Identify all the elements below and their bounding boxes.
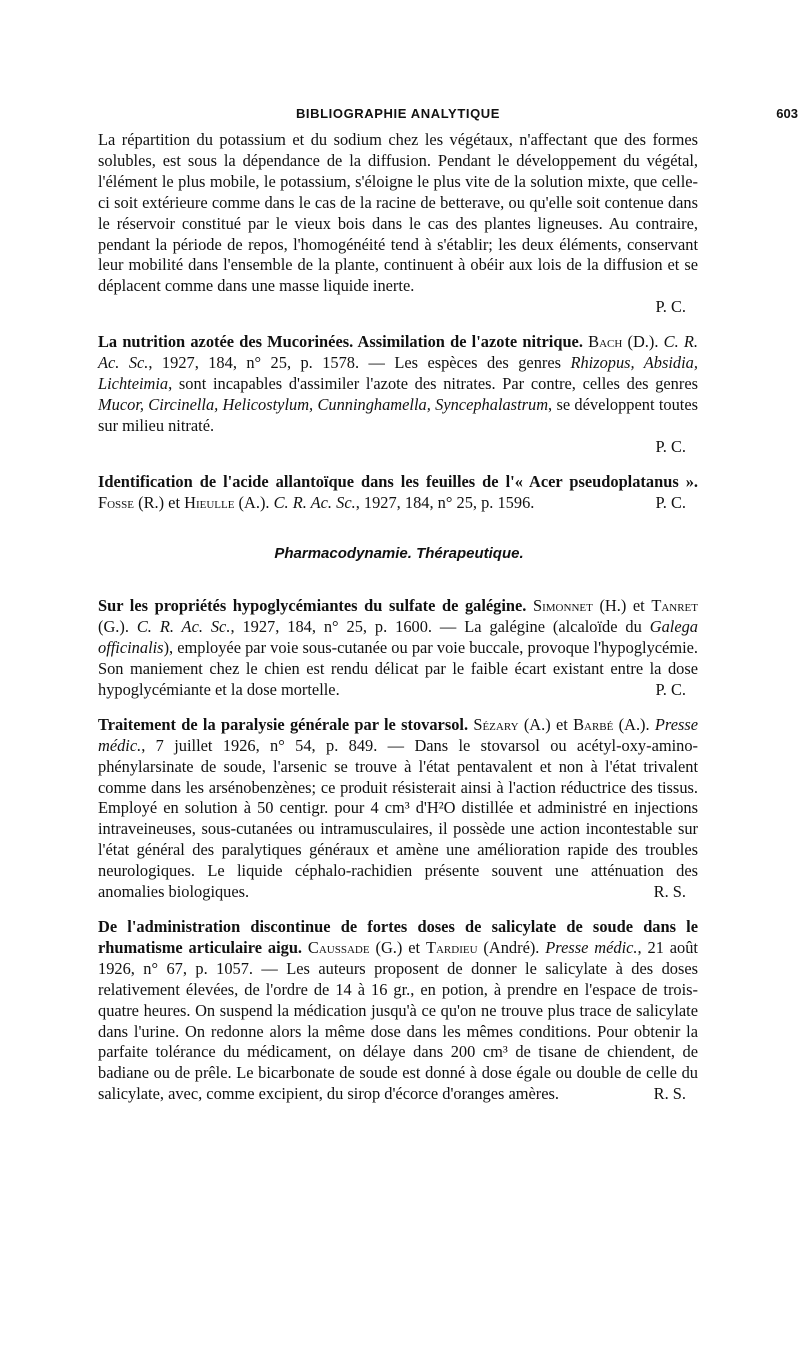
abstract-text: , sont incapables d'assimiler l'azote des nitrates. Par contre, celles des genres [168, 373, 698, 393]
author-name: Simonnet [533, 596, 593, 616]
article-signature: R. S. [653, 882, 686, 902]
citation: , 1927, 184, n° 25, p. 1596. [355, 492, 535, 512]
running-title: BIBLIOGRAPHIE ANALYTIQUE [295, 106, 501, 121]
abstract-text: Dans le stovarsol ou acétyl-oxy-amino-phénylarsinate de soude, l'arsenic se trouve à l'état pentavalent et non à l'état trivalent comme dans les arsénobenzènes; ce produit résisterait ainsi à l'action réductrice des tissus. Employé en solution à 50 centigr. pour 4 cm³ d'H²O distillée et administré en injections intraveineuses, sous-cutanées ou intramusculaires, il possède une action incontestable sur l'état général des paralytiques généraux et amène une amélioration rapide des troubles neurologiques. Le liquide céphalo-rachidien présente souvent une atténuation des anomalies biologiques. [98, 735, 698, 902]
author-initial: (A.). [618, 714, 650, 734]
journal-name: Presse médic. [98, 714, 698, 755]
author-name: Caussade [307, 937, 370, 957]
author-initial: (André). [483, 937, 540, 957]
article-body [98, 332, 698, 437]
article-stovarsol [98, 715, 698, 903]
article-title: De l'administration discontinue de fortes doses de salicylate de soude dans le rhumatisme articulaire aigu. [98, 917, 698, 957]
abstract-text: ), employée par voie sous-cutanée ou par voie buccale, provoque l'hypoglycémie. Son maniement chez le chien est rendu délicat par le faible écart existant entre la dose hypoglycémiante et la dose mortelle. [98, 638, 698, 699]
connector: et [550, 714, 574, 734]
text-column [98, 130, 698, 1105]
author-name: Fosse [98, 492, 135, 512]
author-name: Bach [588, 332, 623, 352]
genus-names: Mucor, Circinella, Helicostylum, Cunninghamella, Syncephalastrum [98, 394, 549, 414]
article-continuation [98, 130, 698, 318]
connector: et [626, 596, 652, 616]
article-galegine [98, 596, 698, 701]
article-acide-allantoique [98, 472, 698, 514]
article-body: La répartition du potassium et du sodium chez les végétaux, n'affectant que des formes solubles, est sous la dépendance de la diffusion. Pendant le développement du végétal, l'élément le plus mobile, le potassium, s'éloigne le plus vite de la solution mixte, que celle-ci soit extérieure comme dans le cas de la racine de betterave, ou qu'elle soit contenue dans le réservoir constitué par le vieux bois dans le cas des plantes ligneuses. Au contraire, pendant la période de repos, l'homogénéité tend à s'établir; les deux éléments, conservant leur mobilité dans l'ensemble de la plante, continuent à obéir aux lois de la diffusion et se déplacent comme dans une masse liquide inerte. [98, 130, 698, 296]
article-signature: P. C. [655, 492, 686, 512]
article-body [98, 596, 698, 701]
journal-name: C. R. Ac. Sc. [273, 492, 356, 512]
journal-name: C. R. Ac. Sc. [98, 332, 699, 373]
citation: , 7 juillet 1926, n° 54, p. 849. — [141, 735, 415, 755]
citation: , 1927, 184, n° 25, p. 1578. — [148, 353, 395, 373]
abstract-text: Les auteurs proposent de donner le salicylate à des doses relativement élevées, de l'ordre de 14 à 16 gr., en potion, à prendre en l'espace de trois-quatre heures. On suspend la médication jusqu'à ce qu'on ne trouve plus trace de salicylate dans l'urine. On redonne alors la même dose dans les mêmes conditions. Pour obtenir la parfaite tolérance du médicament, on délaye dans 200 cm³ de tisane de chiendent, de badiane ou de prêle. Le bicarbonate de soude est donné à dose égale ou double de celle du salicylate, avec, comme excipient, du sirop d'écorce d'oranges amères. [98, 958, 698, 1104]
article-signature: P. C. [655, 679, 686, 699]
article-signature: P. C. [655, 297, 686, 317]
article-signature: R. S. [653, 1084, 686, 1104]
author-name: Sézary [473, 714, 519, 734]
abstract-text: La galégine (alcaloïde du [464, 617, 650, 637]
journal-name: C. R. Ac. Sc. [136, 617, 231, 637]
author-name: Barbé [573, 714, 614, 734]
article-salicylate [98, 917, 698, 1105]
abstract-text: Les espèces des genres [394, 353, 571, 373]
article-title: Traitement de la paralysie générale par le stovarsol. [98, 714, 469, 734]
species-name: Galega officinalis [98, 617, 698, 658]
article-mucorinees [98, 332, 698, 457]
article-signature: P. C. [655, 436, 686, 456]
section-heading: Pharmacodynamie. Thérapeutique. [274, 545, 524, 563]
connector: et [402, 937, 426, 957]
author-name: Tanret [651, 596, 698, 616]
author-initial: (D.). [627, 332, 659, 352]
author-initial: (G.). [98, 617, 129, 637]
article-body [98, 472, 698, 514]
article-title: La nutrition azotée des Mucorinées. Assimilation de l'azote nitrique. [98, 332, 583, 352]
connector: et [164, 492, 185, 512]
author-name: Hieulle [184, 492, 235, 512]
article-body [98, 917, 698, 1105]
abstract-text: , se développent toutes sur milieu nitraté. [98, 394, 698, 435]
author-initial: (A.) [523, 714, 551, 734]
author-initial: (R.) [138, 492, 165, 512]
author-name: Tardieu [425, 937, 478, 957]
journal-name: Presse médic. [545, 937, 638, 957]
article-body [98, 715, 698, 903]
citation: , 21 août 1926, n° 67, p. 1057. — [98, 937, 698, 978]
citation: , 1927, 184, n° 25, p. 1600. — [230, 617, 465, 637]
author-initial: (G.) [375, 937, 403, 957]
author-initial: (H.) [599, 596, 627, 616]
running-head [98, 106, 798, 128]
author-initial: (A.). [238, 492, 270, 512]
article-title: Identification de l'acide allantoïque dans les feuilles de l'« Acer pseudoplatanus ». [98, 471, 698, 491]
article-title: Sur les propriétés hypoglycémiantes du sulfate de galégine. [98, 596, 527, 616]
genus-names: Rhizopus, Absidia, Lichteimia [98, 353, 698, 393]
page-number: 603 [776, 106, 798, 121]
